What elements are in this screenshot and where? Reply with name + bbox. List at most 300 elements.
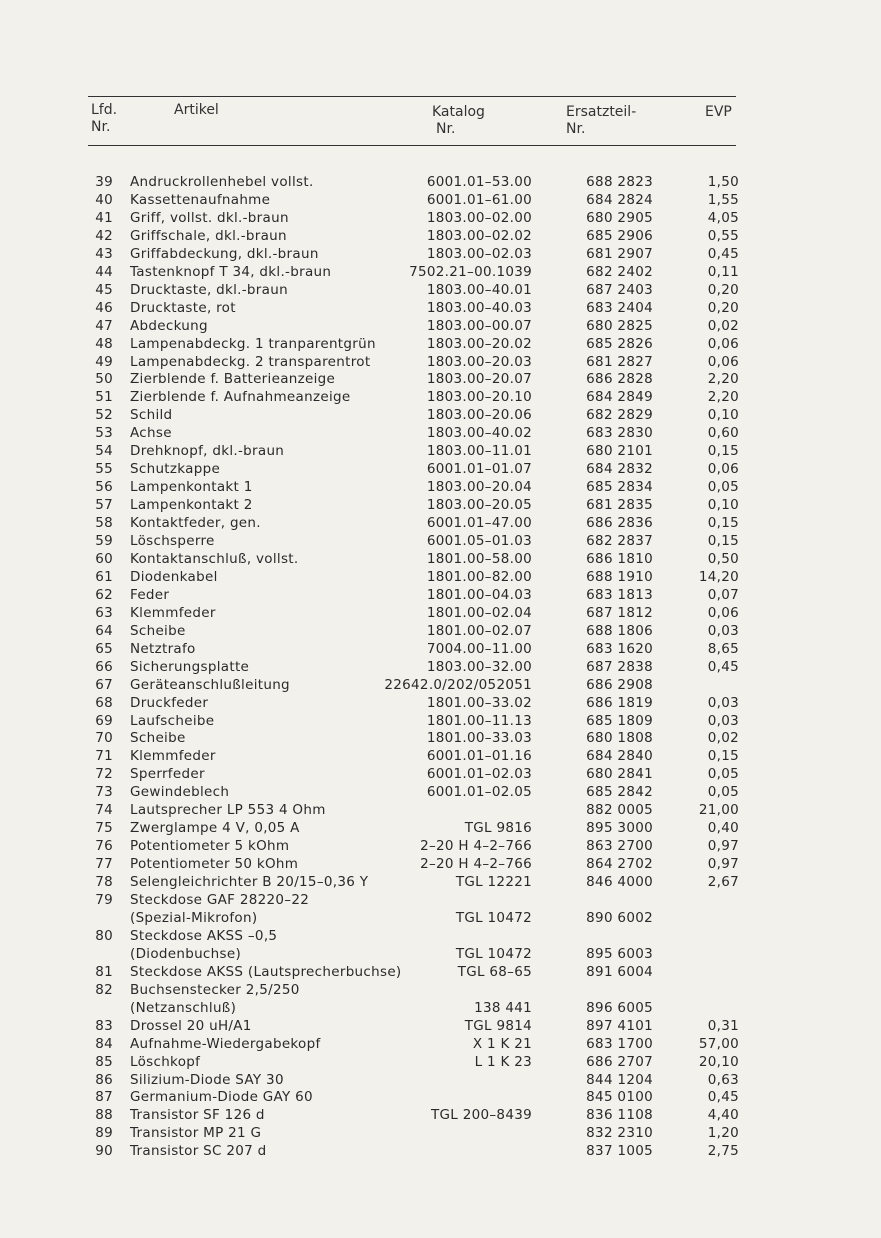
row-ersatzteil-nr: 685 2842 — [586, 784, 653, 801]
row-katalog-nr: 1801.00–33.02 — [426, 694, 532, 711]
row-artikel: Scheibe — [130, 730, 186, 747]
row-ersatzteil-nr: 684 2824 — [586, 191, 653, 208]
row-evp: 14,20 — [698, 568, 739, 585]
row-katalog-nr: 1803.00–40.02 — [426, 425, 532, 442]
row-evp: 0,97 — [707, 838, 739, 855]
row-artikel: Diodenkabel — [130, 568, 218, 585]
row-artikel: Kontaktanschluß, vollst. — [130, 550, 299, 567]
table-row — [0, 801, 881, 819]
row-number: 67 — [95, 676, 113, 693]
row-artikel: Drucktaste, rot — [130, 299, 236, 316]
row-evp: 0,06 — [707, 353, 739, 370]
row-katalog-nr: 1803.00–20.07 — [426, 371, 532, 388]
row-number: 70 — [95, 730, 113, 747]
row-evp: 0,15 — [707, 748, 739, 765]
row-katalog-nr: 1803.00–40.01 — [426, 281, 532, 298]
table-row — [0, 514, 881, 532]
row-number: 42 — [95, 227, 113, 244]
row-artikel: Tastenknopf T 34, dkl.-braun — [130, 263, 332, 280]
row-evp: 0,05 — [707, 479, 739, 496]
row-ersatzteil-nr: 844 1204 — [586, 1071, 653, 1088]
row-evp: 1,50 — [707, 174, 739, 190]
row-ersatzteil-nr: 687 2403 — [586, 281, 653, 298]
table-row — [0, 1017, 881, 1035]
row-number: 51 — [95, 389, 113, 406]
row-katalog-nr: 6001.01–47.00 — [426, 515, 532, 532]
row-katalog-nr: 1803.00–00.07 — [426, 317, 532, 334]
row-katalog-nr: TGL 12221 — [455, 874, 532, 891]
header-artikel-label: Artikel — [174, 102, 219, 118]
table-row — [0, 622, 881, 640]
row-number: 69 — [95, 712, 113, 729]
row-number: 56 — [95, 479, 113, 496]
row-katalog-nr: 1803.00–11.01 — [426, 443, 532, 460]
header-katalog-line2: Nr. — [436, 121, 456, 137]
table-row — [0, 640, 881, 658]
table-row — [0, 909, 881, 927]
row-artikel: Steckdose AKSS (Lautsprecherbuchse) — [130, 963, 402, 980]
row-katalog-nr: 6001.01–01.07 — [426, 461, 532, 478]
row-evp: 0,02 — [707, 730, 739, 747]
table-row — [0, 873, 881, 891]
table-row — [0, 532, 881, 550]
table-row — [0, 999, 881, 1017]
row-katalog-nr: 1803.00–20.02 — [426, 335, 532, 352]
row-ersatzteil-nr: 832 2310 — [586, 1125, 653, 1142]
row-katalog-nr: 6001.01–02.05 — [426, 784, 532, 801]
row-ersatzteil-nr: 685 2906 — [586, 227, 653, 244]
row-evp: 0,11 — [707, 263, 739, 280]
row-katalog-nr: 1803.00–02.00 — [426, 209, 532, 226]
row-katalog-nr: 1801.00–33.03 — [426, 730, 532, 747]
row-ersatzteil-nr: 686 2828 — [586, 371, 653, 388]
row-artikel: Lampenkontakt 1 — [130, 479, 253, 496]
row-ersatzteil-nr: 846 4000 — [586, 874, 653, 891]
row-number: 47 — [95, 317, 113, 334]
row-artikel: Klemmfeder — [130, 748, 216, 765]
row-ersatzteil-nr: 684 2832 — [586, 461, 653, 478]
table-row — [0, 729, 881, 747]
table-row — [0, 245, 881, 263]
row-katalog-nr: TGL 9814 — [464, 1017, 532, 1034]
row-artikel: Scheibe — [130, 622, 186, 639]
row-evp: 0,40 — [707, 820, 739, 837]
row-number: 68 — [95, 694, 113, 711]
row-katalog-nr: 6001.01–53.00 — [426, 174, 532, 190]
row-ersatzteil-nr: 680 1808 — [586, 730, 653, 747]
row-artikel: Griffschale, dkl.-braun — [130, 227, 287, 244]
row-katalog-nr: 138 441 — [474, 999, 532, 1016]
row-ersatzteil-nr: 682 2829 — [586, 407, 653, 424]
table-row — [0, 317, 881, 335]
row-number: 77 — [95, 856, 113, 873]
row-ersatzteil-nr: 684 2849 — [586, 389, 653, 406]
row-number: 89 — [95, 1125, 113, 1142]
row-artikel: Feder — [130, 586, 170, 603]
row-evp: 0,45 — [707, 658, 739, 675]
row-ersatzteil-nr: 680 2905 — [586, 209, 653, 226]
table-row — [0, 891, 881, 909]
table-row — [0, 1071, 881, 1089]
row-evp: 2,75 — [707, 1143, 739, 1160]
row-evp: 0,20 — [707, 299, 739, 316]
table-row — [0, 981, 881, 999]
row-ersatzteil-nr: 688 1910 — [586, 568, 653, 585]
row-artikel: Zierblende f. Batterieanzeige — [130, 371, 336, 388]
row-number: 52 — [95, 407, 113, 424]
row-number: 78 — [95, 874, 113, 891]
row-number: 84 — [95, 1035, 113, 1052]
row-katalog-nr: 1801.00–11.13 — [426, 712, 532, 729]
table-row — [0, 299, 881, 317]
row-ersatzteil-nr: 864 2702 — [586, 856, 653, 873]
row-number: 59 — [95, 533, 113, 549]
row-evp: 2,67 — [707, 874, 739, 891]
table-row — [0, 945, 881, 963]
row-artikel: Lautsprecher LP 553 4 Ohm — [130, 802, 326, 819]
row-ersatzteil-nr: 688 1806 — [586, 622, 653, 639]
row-artikel: Laufscheibe — [130, 712, 215, 729]
row-evp: 0,63 — [707, 1071, 739, 1088]
row-ersatzteil-nr: 687 1812 — [586, 604, 653, 621]
row-evp: 0,07 — [707, 586, 739, 603]
row-evp: 0,06 — [707, 461, 739, 478]
row-artikel: Löschkopf — [130, 1053, 201, 1070]
row-artikel: Drehknopf, dkl.-braun — [130, 443, 285, 460]
row-artikel: Lampenabdeckg. 2 transparentrot — [130, 353, 371, 370]
table-row — [0, 388, 881, 406]
row-artikel: Griffabdeckung, dkl.-braun — [130, 245, 319, 262]
table-row — [0, 604, 881, 622]
header-bottom-rule — [88, 145, 736, 146]
row-number: 73 — [95, 784, 113, 801]
row-artikel: Achse — [130, 425, 172, 442]
row-katalog-nr: 1801.00–82.00 — [426, 568, 532, 585]
row-evp: 0,06 — [707, 604, 739, 621]
row-ersatzteil-nr: 687 2838 — [586, 658, 653, 675]
row-number: 43 — [95, 245, 113, 262]
row-evp: 0,55 — [707, 227, 739, 244]
table-row — [0, 424, 881, 442]
row-evp: 21,00 — [698, 802, 739, 819]
row-number: 66 — [95, 658, 113, 675]
row-evp: 0,02 — [707, 317, 739, 334]
row-evp: 4,05 — [707, 209, 739, 226]
row-katalog-nr: 6001.01–61.00 — [426, 191, 532, 208]
row-evp: 2,20 — [707, 389, 739, 406]
row-ersatzteil-nr: 682 2402 — [586, 263, 653, 280]
row-number: 45 — [95, 281, 113, 298]
row-ersatzteil-nr: 681 2835 — [586, 497, 653, 514]
row-number: 46 — [95, 299, 113, 316]
table-row — [0, 676, 881, 694]
table-row — [0, 406, 881, 424]
table-row — [0, 819, 881, 837]
row-artikel: Drucktaste, dkl.-braun — [130, 281, 288, 298]
table-row — [0, 712, 881, 730]
row-ersatzteil-nr: 683 1813 — [586, 586, 653, 603]
row-artikel: Lampenkontakt 2 — [130, 497, 253, 514]
row-number: 53 — [95, 425, 113, 442]
row-number: 90 — [95, 1143, 113, 1160]
row-katalog-nr: 1803.00–20.04 — [426, 479, 532, 496]
row-ersatzteil-nr: 882 0005 — [586, 802, 653, 819]
row-number: 83 — [95, 1017, 113, 1034]
row-evp: 0,03 — [707, 694, 739, 711]
row-evp: 0,45 — [707, 1089, 739, 1106]
row-number: 50 — [95, 371, 113, 388]
row-artikel: Aufnahme-Wiedergabekopf — [130, 1035, 321, 1052]
table-row — [0, 550, 881, 568]
row-artikel: Germanium-Diode GAY 60 — [130, 1089, 313, 1106]
header-lfd-nr — [91, 102, 117, 136]
row-artikel: Zierblende f. Aufnahmeanzeige — [130, 389, 351, 406]
row-artikel: Transistor SC 207 d — [130, 1143, 267, 1160]
row-artikel: Potentiometer 50 kOhm — [130, 856, 299, 873]
row-evp: 0,45 — [707, 245, 739, 262]
row-ersatzteil-nr: 845 0100 — [586, 1089, 653, 1106]
row-ersatzteil-nr: 681 2907 — [586, 245, 653, 262]
row-katalog-nr: TGL 10472 — [455, 909, 532, 926]
row-number: 87 — [95, 1089, 113, 1106]
table-row — [0, 227, 881, 245]
header-top-rule — [88, 96, 736, 97]
row-ersatzteil-nr: 686 2908 — [586, 676, 653, 693]
row-number: 75 — [95, 820, 113, 837]
row-evp: 0,03 — [707, 622, 739, 639]
table-row — [0, 837, 881, 855]
row-katalog-nr: TGL 10472 — [455, 945, 532, 962]
row-number: 41 — [95, 209, 113, 226]
row-evp: 0,03 — [707, 712, 739, 729]
row-evp: 57,00 — [698, 1035, 739, 1052]
row-ersatzteil-nr: 681 2827 — [586, 353, 653, 370]
table-row — [0, 263, 881, 281]
row-katalog-nr: 7004.00–11.00 — [426, 640, 532, 657]
row-artikel: Lampenabdeckg. 1 tranparentgrün — [130, 335, 376, 352]
row-number: 48 — [95, 335, 113, 352]
table-row — [0, 855, 881, 873]
row-ersatzteil-nr: 891 6004 — [586, 963, 653, 980]
row-ersatzteil-nr: 682 2837 — [586, 533, 653, 549]
row-number: 82 — [95, 981, 113, 998]
row-artikel: Netztrafo — [130, 640, 196, 657]
row-katalog-nr: 1801.00–58.00 — [426, 550, 532, 567]
row-evp: 0,60 — [707, 425, 739, 442]
table-row — [0, 1053, 881, 1071]
table-row — [0, 1035, 881, 1053]
row-artikel: Steckdose GAF 28220–22 — [130, 892, 310, 908]
header-ersatzteil-line2: Nr. — [566, 121, 586, 137]
row-ersatzteil-nr: 680 2841 — [586, 766, 653, 783]
row-katalog-nr: 1803.00–20.06 — [426, 407, 532, 424]
row-katalog-nr: TGL 200–8439 — [431, 1107, 532, 1124]
row-number: 74 — [95, 802, 113, 819]
row-katalog-nr: 1801.00–02.07 — [426, 622, 532, 639]
row-evp: 0,10 — [707, 497, 739, 514]
row-katalog-nr: TGL 9816 — [464, 820, 532, 837]
row-evp: 0,31 — [707, 1017, 739, 1034]
row-number: 44 — [95, 263, 113, 280]
table-row — [0, 658, 881, 676]
row-number: 39 — [95, 174, 113, 190]
header-lfd-line1: Lfd. — [91, 102, 118, 118]
row-ersatzteil-nr: 685 1809 — [586, 712, 653, 729]
table-row — [0, 694, 881, 712]
row-evp: 2,20 — [707, 371, 739, 388]
row-katalog-nr: 6001.05–01.03 — [426, 533, 532, 549]
table-row — [0, 783, 881, 801]
table-row — [0, 1124, 881, 1142]
table-row — [0, 765, 881, 783]
row-artikel: Andruckrollenhebel vollst. — [130, 174, 314, 190]
row-ersatzteil-nr: 685 2834 — [586, 479, 653, 496]
table-row — [0, 209, 881, 227]
table-row — [0, 1088, 881, 1106]
table-row — [0, 586, 881, 604]
row-ersatzteil-nr: 680 2101 — [586, 443, 653, 460]
table-row — [0, 963, 881, 981]
row-number: 71 — [95, 748, 113, 765]
row-artikel: Abdeckung — [130, 317, 208, 334]
header-katalog-line1: Katalog — [432, 104, 485, 120]
row-number: 64 — [95, 622, 113, 639]
header-evp — [705, 104, 732, 121]
row-ersatzteil-nr: 683 2830 — [586, 425, 653, 442]
row-number: 58 — [95, 515, 113, 532]
row-number: 79 — [95, 892, 113, 908]
table-row — [0, 460, 881, 478]
table-row — [0, 442, 881, 460]
header-evp-label: EVP — [705, 104, 732, 120]
row-ersatzteil-nr: 686 1810 — [586, 550, 653, 567]
table-row — [0, 496, 881, 514]
row-ersatzteil-nr: 683 2404 — [586, 299, 653, 316]
header-ersatzteil-line1: Ersatzteil- — [566, 104, 637, 120]
table-row — [0, 191, 881, 209]
row-katalog-nr: 1803.00–02.03 — [426, 245, 532, 262]
row-evp: 0,10 — [707, 407, 739, 424]
row-katalog-nr: 1803.00–40.03 — [426, 299, 532, 316]
row-katalog-nr: 1803.00–20.03 — [426, 353, 532, 370]
row-ersatzteil-nr: 683 1620 — [586, 640, 653, 657]
row-katalog-nr: 22642.0/202/052051 — [384, 676, 532, 693]
row-number: 88 — [95, 1107, 113, 1124]
row-ersatzteil-nr: 895 3000 — [586, 820, 653, 837]
row-evp: 0,05 — [707, 784, 739, 801]
row-number: 62 — [95, 586, 113, 603]
header-artikel — [174, 102, 219, 119]
row-artikel: Potentiometer 5 kOhm — [130, 838, 290, 855]
table-row — [0, 478, 881, 496]
table-row — [0, 353, 881, 371]
row-evp: 1,55 — [707, 191, 739, 208]
row-katalog-nr: 2–20 H 4–2–766 — [420, 838, 532, 855]
row-artikel: (Netzanschluß) — [130, 999, 237, 1016]
row-number: 85 — [95, 1053, 113, 1070]
row-ersatzteil-nr: 896 6005 — [586, 999, 653, 1016]
row-ersatzteil-nr: 684 2840 — [586, 748, 653, 765]
row-artikel: Schutzkappe — [130, 461, 221, 478]
row-artikel: Geräteanschlußleitung — [130, 676, 290, 693]
row-number: 57 — [95, 497, 113, 514]
row-artikel: Kassettenaufnahme — [130, 191, 271, 208]
row-ersatzteil-nr: 897 4101 — [586, 1017, 653, 1034]
row-number: 81 — [95, 963, 113, 980]
row-katalog-nr: 6001.01–01.16 — [426, 748, 532, 765]
row-katalog-nr: 1803.00–02.02 — [426, 227, 532, 244]
table-row — [0, 370, 881, 388]
row-evp: 0,15 — [707, 515, 739, 532]
row-evp: 0,06 — [707, 335, 739, 352]
row-number: 55 — [95, 461, 113, 478]
row-artikel: Griff, vollst. dkl.-braun — [130, 209, 289, 226]
row-artikel: Steckdose AKSS –0,5 — [130, 927, 278, 944]
row-artikel: Transistor MP 21 G — [130, 1125, 262, 1142]
table-row — [0, 281, 881, 299]
row-number: 60 — [95, 550, 113, 567]
row-evp: 8,65 — [707, 640, 739, 657]
table-row — [0, 747, 881, 765]
row-katalog-nr: L 1 K 23 — [474, 1053, 532, 1070]
table-row — [0, 927, 881, 945]
row-evp: 1,20 — [707, 1125, 739, 1142]
row-number: 65 — [95, 640, 113, 657]
row-artikel: Silizium-Diode SAY 30 — [130, 1071, 284, 1088]
row-artikel: Sicherungsplatte — [130, 658, 250, 675]
row-ersatzteil-nr: 895 6003 — [586, 945, 653, 962]
row-ersatzteil-nr: 688 2823 — [586, 174, 653, 190]
row-artikel: Buchsenstecker 2,5/250 — [130, 981, 300, 998]
row-number: 63 — [95, 604, 113, 621]
row-artikel: Druckfeder — [130, 694, 209, 711]
row-evp: 20,10 — [698, 1053, 739, 1070]
row-katalog-nr: X 1 K 21 — [472, 1035, 532, 1052]
row-number: 61 — [95, 568, 113, 585]
row-number: 54 — [95, 443, 113, 460]
row-ersatzteil-nr: 686 2836 — [586, 515, 653, 532]
row-ersatzteil-nr: 890 6002 — [586, 909, 653, 926]
row-katalog-nr: 1803.00–20.10 — [426, 389, 532, 406]
row-artikel: Transistor SF 126 d — [130, 1107, 265, 1124]
row-katalog-nr: 7502.21–00.1039 — [409, 263, 532, 280]
row-artikel: Sperrfeder — [130, 766, 205, 783]
table-row — [0, 1106, 881, 1124]
row-evp: 0,97 — [707, 856, 739, 873]
table-row — [0, 335, 881, 353]
header-ersatzteil-nr — [566, 104, 636, 138]
row-number: 72 — [95, 766, 113, 783]
row-evp: 0,15 — [707, 443, 739, 460]
row-ersatzteil-nr: 836 1108 — [586, 1107, 653, 1124]
row-ersatzteil-nr: 686 2707 — [586, 1053, 653, 1070]
row-evp: 0,15 — [707, 533, 739, 549]
row-number: 80 — [95, 927, 113, 944]
row-ersatzteil-nr: 863 2700 — [586, 838, 653, 855]
row-number: 86 — [95, 1071, 113, 1088]
row-katalog-nr: 6001.01–02.03 — [426, 766, 532, 783]
row-katalog-nr: 2–20 H 4–2–766 — [420, 856, 532, 873]
row-ersatzteil-nr: 683 1700 — [586, 1035, 653, 1052]
row-artikel: Kontaktfeder, gen. — [130, 515, 261, 532]
row-evp: 0,50 — [707, 550, 739, 567]
row-artikel: (Spezial-Mikrofon) — [130, 909, 258, 926]
row-ersatzteil-nr: 686 1819 — [586, 694, 653, 711]
row-katalog-nr: 1803.00–20.05 — [426, 497, 532, 514]
row-evp: 0,05 — [707, 766, 739, 783]
row-ersatzteil-nr: 837 1005 — [586, 1143, 653, 1160]
table-row — [0, 568, 881, 586]
